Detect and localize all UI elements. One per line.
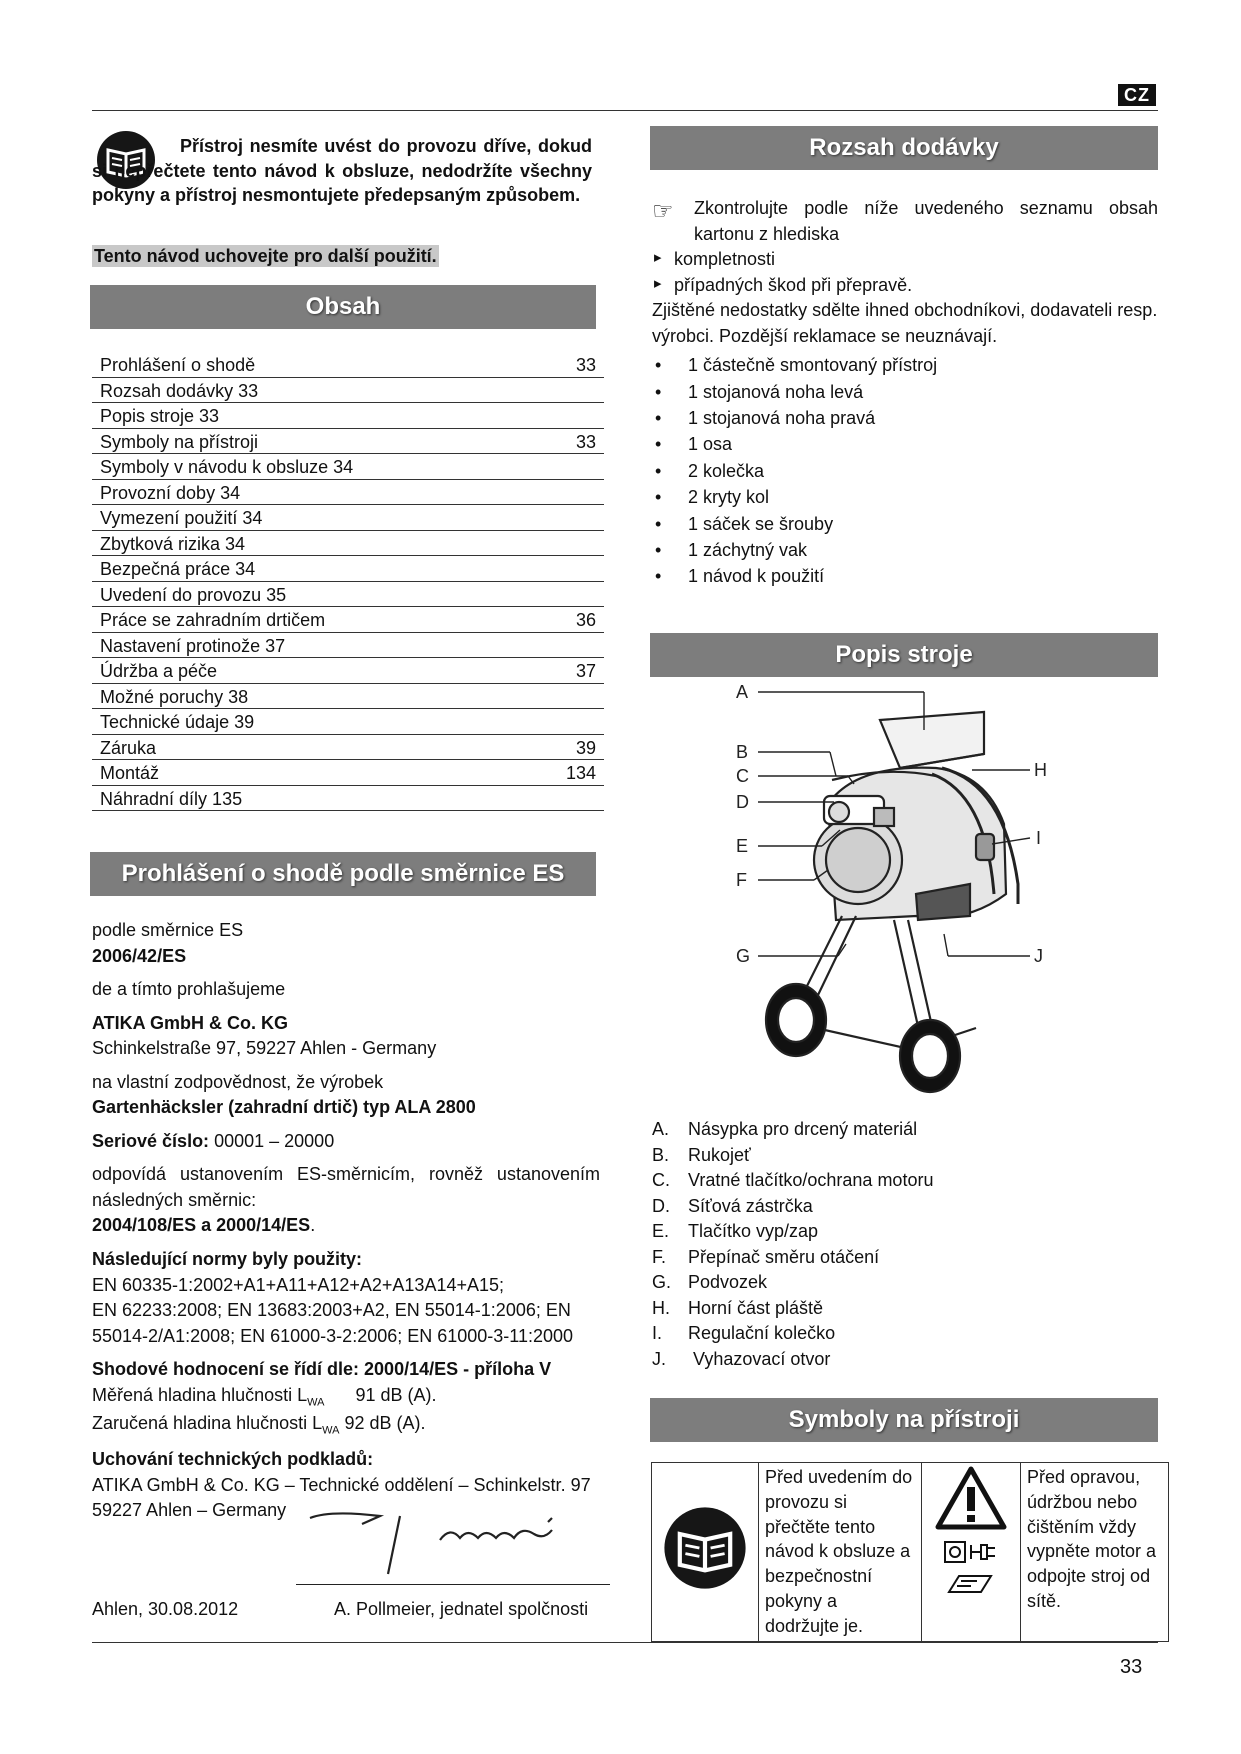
assessment-text: Shodové hodnocení se řídí dle: 2000/14/ES - příloha V (92, 1359, 552, 1380)
check-text: Zkontrolujte podle níže uvedeného seznamu obsah kartonu z hlediska (694, 198, 1158, 244)
part-label: Síťová zástrčka (688, 1195, 813, 1216)
toc-label: Technické údaje 39 (100, 712, 255, 732)
toc-page: 33 (575, 431, 596, 452)
machine-figure (736, 684, 1076, 1094)
pointing-hand-icon: ☞ (652, 198, 674, 225)
machine-part (652, 1270, 1158, 1296)
delivery-item: • 1 stojanová noha pravá (652, 406, 1158, 432)
delivery-item: • 1 částečně smontovaný přístroj (652, 353, 1158, 379)
toc-row[interactable] (92, 429, 604, 455)
delivery-item: • 1 záchytný vak (652, 538, 1158, 564)
delivery-item: • 1 sáček se šrouby (652, 512, 1158, 538)
part-label: Horní část pláště (688, 1297, 824, 1318)
toc-label: Symboly na přístroji (100, 431, 259, 452)
storage-text: ATIKA GmbH & Co. KG – Technické oddělení – Schinkelstr. 97 59227 Ahlen – Germany (92, 1474, 591, 1521)
part-label: Regulační kolečko (688, 1323, 836, 1343)
responsibility-text: na vlastní zodpovědnost, že výrobek (92, 1071, 384, 1092)
toc-label: Zbytková rizika 34 (100, 533, 246, 554)
part-label: Vratné tlačítko/ochrana motoru (688, 1170, 934, 1190)
toc-page: 39 (575, 737, 596, 758)
toc-row[interactable] (92, 480, 604, 506)
delivery-item: • 1 osa (652, 432, 1158, 458)
delivery-notice: Zjištěné nedostatky sdělte ihned obchodníkovi, dodavateli resp. výrobci. Pozdější reklamace se neuznávají. (652, 300, 1158, 346)
figure-label-e: E (736, 836, 749, 856)
toc-row[interactable] (92, 760, 604, 786)
part-key: C. (652, 1170, 670, 1190)
delivery-item: • 1 návod k použití (652, 564, 1158, 590)
delivery-item: • 2 kolečka (652, 459, 1158, 485)
measured-sub: WA (307, 1396, 325, 1409)
toc-row[interactable] (92, 403, 604, 429)
place-date: Ahlen, 30.08.2012 (92, 1599, 239, 1619)
language-badge: CZ (1118, 84, 1156, 106)
serial-row (92, 1129, 600, 1155)
unplug-text: Před opravou, údržbou nebo čištěním vždy vypněte motor a odpojte stroj od sítě. (1021, 1463, 1169, 1642)
toc-label: Uvedení do provozu 35 (100, 584, 287, 605)
toc-label: Práce se zahradním drtičem (100, 610, 326, 630)
check-criterion: ▸ kompletnosti (652, 247, 1158, 273)
product-name: Gartenhäcksler (zahradní drtič) typ ALA 2800 (92, 1097, 476, 1118)
toc-row[interactable] (92, 556, 604, 582)
machine-part (652, 1296, 1158, 1322)
part-key: F. (652, 1246, 667, 1267)
toc-banner: Obsah (90, 285, 596, 329)
toc-label: Symboly v návodu k obsluze 34 (100, 457, 354, 477)
part-label: Přepínač směru otáčení (688, 1246, 880, 1267)
company-address: Schinkelstraße 97, 59227 Ahlen - Germany (92, 1038, 437, 1059)
part-label: Násypka pro drcený materiál (688, 1119, 918, 1139)
signature (290, 1496, 610, 1586)
toc-label: Provozní doby 34 (100, 482, 241, 503)
toc-page: 134 (565, 763, 596, 783)
delivery-item: • 1 stojanová noha levá (652, 380, 1158, 406)
machine-part (652, 1117, 1158, 1143)
footer-rule (92, 1642, 1158, 1643)
toc-row[interactable] (92, 735, 604, 761)
figure-label-d: D (736, 792, 749, 812)
declaration-banner: Prohlášení o shodě podle směrnice ES (90, 852, 596, 896)
guaranteed-noise-row (92, 1411, 600, 1439)
directive-intro: podle směrnice ES (92, 920, 244, 940)
figure-label-f: F (736, 870, 747, 890)
keep-note-wrap (92, 244, 439, 270)
part-key: A. (652, 1119, 670, 1139)
part-label: Tlačítko vyp/zap (688, 1221, 819, 1241)
part-key: I. (652, 1323, 663, 1343)
manual-hand-icon (928, 1572, 1014, 1606)
figure-label-j: J (1034, 946, 1043, 966)
figure-label-i: I (1036, 828, 1042, 848)
check-criteria (652, 247, 1158, 298)
figure-label-a: A (736, 684, 749, 702)
header-rule (92, 110, 1158, 111)
toc-row[interactable] (92, 378, 604, 404)
delivery-banner: Rozsah dodávky (650, 126, 1158, 170)
symbol-unplug-cell (922, 1463, 1021, 1642)
guaranteed-value: 92 dB (A). (344, 1412, 426, 1433)
check-row (652, 196, 1158, 247)
serial-label: Seriové číslo: (92, 1130, 210, 1151)
directive-number: 2006/42/ES (92, 945, 187, 966)
norms-title: Následující normy byly použity: (92, 1249, 363, 1270)
signature-line (296, 1584, 610, 1585)
toc-row[interactable] (92, 352, 604, 378)
toc-label: Nastavení protinože 37 (100, 635, 286, 656)
figure-label-h: H (1034, 760, 1047, 780)
machine-part (652, 1194, 1158, 1220)
figure-label-c: C (736, 766, 749, 786)
company-name: ATIKA GmbH & Co. KG (92, 1012, 288, 1033)
toc-row[interactable] (92, 607, 604, 633)
machine-banner: Popis stroje (650, 633, 1158, 677)
warning-text: Přístroj nesmíte uvést do provozu dříve, dokud si nepřečtete tento návod k obsluze, nedodržíte všechny pokyny a přístroj nesmontujete předepsaným způsobem. (92, 136, 592, 205)
machine-parts-list (652, 1117, 1158, 1372)
figure-label-b: B (736, 742, 749, 762)
toc-row[interactable] (92, 684, 604, 710)
guaranteed-sub: WA (322, 1424, 340, 1437)
measured-value: 91 dB (A). (355, 1384, 437, 1405)
machine-part (652, 1219, 1158, 1245)
machine-part (652, 1347, 1158, 1373)
read-manual-text: Před uvedením do provozu si přečtěte tento návod k obsluze a bezpečnostní pokyny a dodržujte je. (759, 1463, 922, 1642)
toc-row[interactable] (92, 531, 604, 557)
toc-row[interactable] (92, 658, 604, 684)
machine-part (652, 1168, 1158, 1194)
toc-row[interactable] (92, 582, 604, 608)
directives-end: . (310, 1215, 316, 1236)
measured-noise-row (92, 1383, 600, 1411)
toc-label: Vymezení použití 34 (100, 508, 263, 528)
toc-row[interactable] (92, 454, 604, 480)
toc-row[interactable] (92, 709, 604, 735)
part-label: Rukojeť (688, 1144, 751, 1165)
signatory-name: A. Pollmeier, jednatel spolčnosti (334, 1599, 589, 1619)
machine-part (652, 1143, 1158, 1169)
measured-label: Měřená hladina hlučnosti L (92, 1384, 308, 1405)
keep-note: Tento návod uchovejte pro další použití. (94, 246, 437, 266)
warning-triangle-icon (928, 1465, 1014, 1539)
symbols-banner: Symboly na přístroji (650, 1398, 1158, 1442)
toc-label: Montáž (100, 763, 160, 783)
toc-label: Údržba a péče (100, 661, 218, 681)
toc-label: Prohlášení o shodě (100, 355, 256, 375)
part-key: E. (652, 1221, 670, 1241)
toc-page: 36 (575, 610, 596, 630)
delivery-item: • 2 kryty kol (652, 485, 1158, 511)
toc-label: Rozsah dodávky 33 (100, 380, 259, 401)
directives-row (92, 1213, 600, 1239)
machine-part (652, 1245, 1158, 1271)
we-declare: de a tímto prohlašujeme (92, 979, 286, 1000)
declaration-body (92, 918, 600, 1524)
figure-label-g: G (736, 946, 751, 966)
machine-part (652, 1321, 1158, 1347)
toc-row[interactable] (92, 633, 604, 659)
toc-label: Možné poruchy 38 (100, 686, 249, 707)
guaranteed-label: Zaručená hladina hlučnosti L (92, 1412, 323, 1433)
check-criterion: ▸ případných škod při přepravě. (652, 273, 1158, 299)
delivery-items (652, 353, 1158, 591)
part-label: Vyhazovací otvor (688, 1348, 831, 1369)
read-manual-icon (663, 1506, 747, 1598)
toc-page: 33 (575, 355, 596, 375)
toc-label: Záruka (100, 737, 157, 758)
toc-row[interactable] (92, 505, 604, 531)
toc-label: Náhradní díly 135 (100, 788, 243, 809)
complies-text: odpovídá ustanovením ES-směrnicím, rovněž ustanovením následných směrnic: (92, 1164, 600, 1210)
directives-list: 2004/108/ES a 2000/14/ES (92, 1215, 311, 1236)
toc-label: Popis stroje 33 (100, 406, 220, 426)
part-key: J. (652, 1348, 667, 1369)
storage-title: Uchování technických podkladů: (92, 1449, 374, 1470)
page-number: 33 (1120, 1656, 1143, 1678)
symbols-table (651, 1462, 1169, 1642)
unplug-icon (928, 1539, 1014, 1573)
norms-line-1: EN 60335-1:2002+A1+A11+A12+A2+A13A14+A15; (92, 1274, 505, 1295)
toc-page: 37 (575, 661, 596, 681)
part-key: H. (652, 1297, 670, 1318)
toc-label: Bezpečná práce 34 (100, 559, 256, 579)
part-label: Podvozek (688, 1272, 768, 1292)
table-of-contents (92, 352, 604, 811)
part-key: G. (652, 1272, 672, 1292)
delivery-body (652, 196, 1158, 591)
symbol-read-manual-cell (652, 1463, 759, 1642)
serial-value: 00001 – 20000 (214, 1130, 335, 1151)
toc-row[interactable] (92, 786, 604, 812)
norms-line-2: EN 62233:2008; EN 13683:2003+A2, EN 55014-1:2006; EN 55014-2/A1:2008; EN 61000-3-2:2006; EN 61000-3-11:2000 (92, 1300, 574, 1346)
part-key: D. (652, 1195, 670, 1216)
part-key: B. (652, 1144, 670, 1165)
